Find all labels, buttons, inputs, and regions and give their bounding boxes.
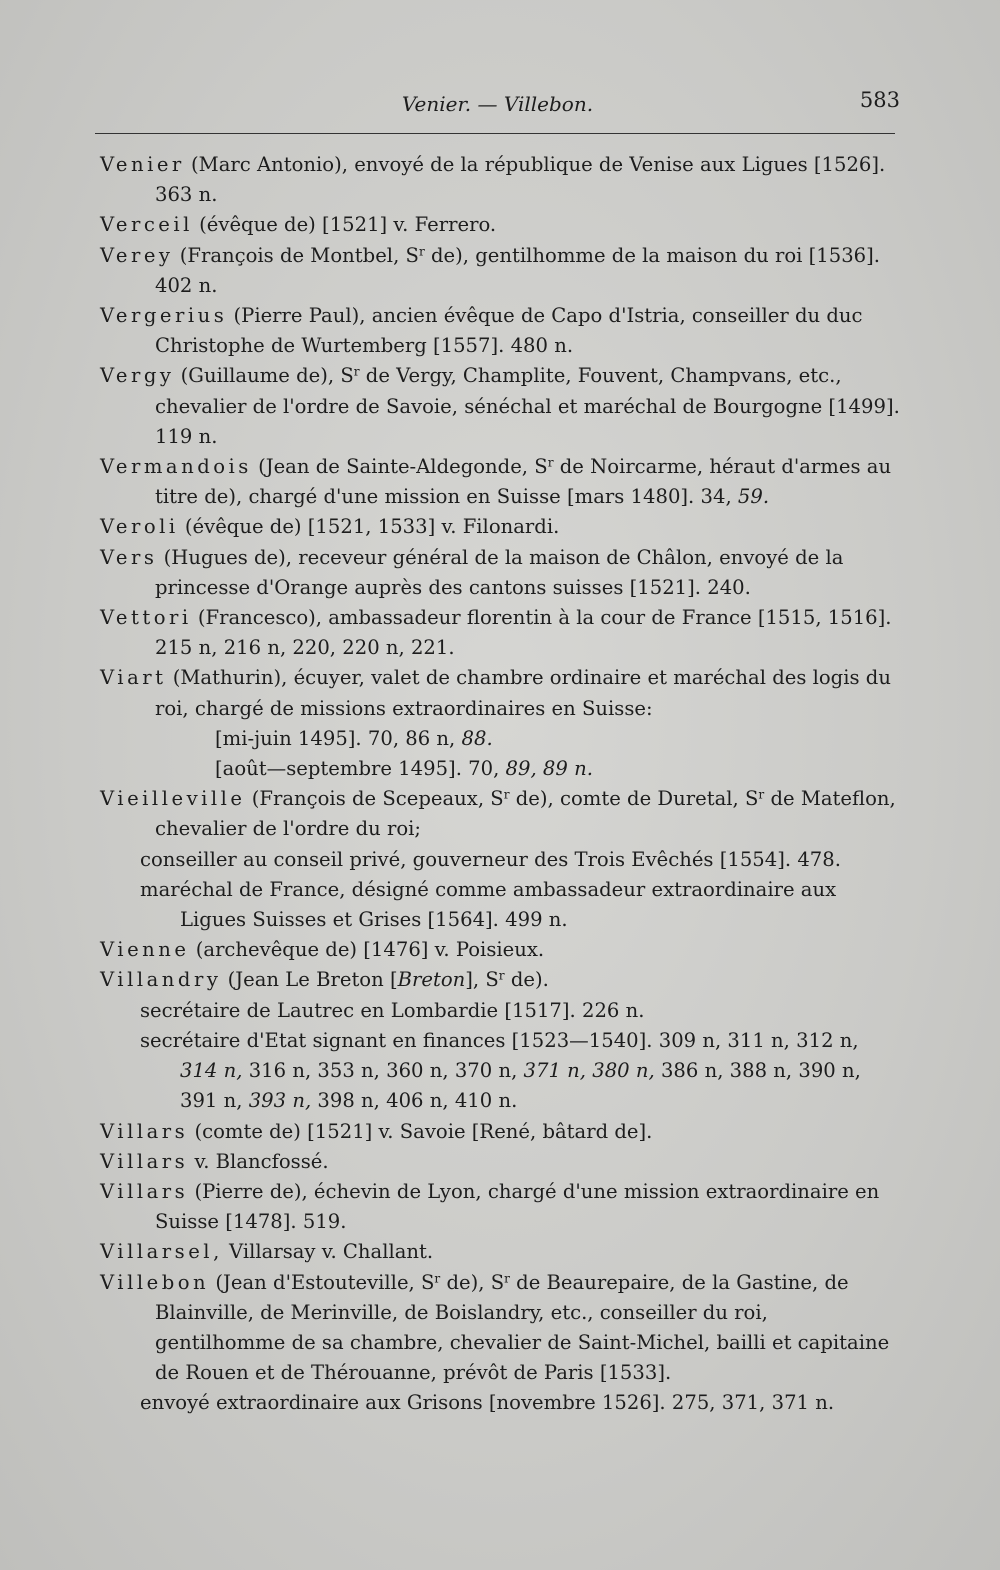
entry-sub-line [140,996,900,1026]
entry-italic-ref: 89, 89 n. [505,757,593,781]
entry-headword: Villars [100,1179,189,1203]
entry-headword: Villarsel, [100,1240,223,1264]
index-entry-villars-blancfosse [100,1147,900,1177]
index-entry-verceil [100,210,900,240]
index-entry-vers [100,543,900,603]
index-entry-vieilleville [100,784,900,844]
entry-sub-line [100,724,900,754]
entry-headword: Viart [100,666,167,690]
entry-italic-ref: Breton [397,968,466,992]
index-entry-vermandois [100,452,900,512]
index-entry-vergy [100,361,900,452]
entry-text: (Jean de Sainte-Aldegonde, S [251,455,548,479]
entry-text: (François de Montbel, S [173,243,419,267]
entry-headword: Vers [100,545,158,569]
index-entry-veroli [100,512,900,542]
entry-text: (Pierre Paul), ancien évêque de Capo d'Istria, conseiller du duc Christophe de Wurtemberg [1557]. 480 n. [155,304,863,358]
entry-text: (Francesco), ambassadeur florentin à la cour de France [1515, 1516]. 215 n, 216 n, 220, 220 n, 221. [155,606,892,660]
entry-text: [mi-juin 1495]. 70, 86 n, [215,726,462,750]
entry-italic-ref: 88. [461,726,493,750]
entry-headword: Villandry [100,968,222,992]
entry-headword: Villars [100,1149,189,1173]
entry-text: 316 n, 353 n, 360 n, 370 n, [242,1059,524,1083]
superscript: r [353,364,360,379]
entry-text: (Pierre de), échevin de Lyon, chargé d'une mission extraordinaire en Suisse [1478]. 519. [155,1179,880,1234]
superscript: r [434,1270,441,1285]
index-entry-vergerius [100,301,900,361]
entry-headword: Vergerius [100,304,228,328]
entry-headword: Vergy [100,364,175,388]
entry-headword: Veroli [100,515,179,539]
entry-text: (Jean Le Breton [ [221,968,398,992]
entry-text: ], S [465,968,499,992]
entry-text: (Mathurin), écuyer, valet de chambre ordinaire et maréchal des logis du roi, chargé de missions extraordinaires en Suisse: [155,666,891,720]
entry-text: de), S [440,1270,505,1294]
entry-text: Villarsay v. Challant. [222,1240,434,1264]
index-entry-villars-comte [100,1117,900,1147]
entry-headword: Vermandois [100,455,252,479]
entry-text: de Vergy, Champlite, Fouvent, Champvans, etc., chevalier de l'ordre de Savoie, sénéchal et maréchal de Bourgogne [1499]. 119 n. [155,364,900,448]
entry-sub-line [140,845,900,875]
entry-italic-ref: 371 n, 380 n, [523,1059,655,1083]
entry-text: secrétaire de Lautrec en Lombardie [1517]. 226 n. [140,998,645,1022]
superscript: r [498,968,505,983]
entry-text: (Guillaume de), S [174,364,354,388]
entry-text: v. Blancfossé. [188,1149,329,1173]
entry-text: (Marc Antonio), envoyé de la république de Venise aux Ligues [1526]. 363 n. [155,153,886,207]
index-entry-villars-pierre [100,1177,900,1237]
entry-text: (évêque de) [1521, 1533] v. Filonardi. [178,515,560,539]
entry-text: (comte de) [1521] v. Savoie [René, bâtard de]. [188,1119,653,1143]
entry-headword: Venier [100,153,185,176]
entry-headword: Vettori [100,606,192,630]
superscript: r [758,787,765,802]
index-entry-viart [100,663,900,723]
entry-text: de). [504,968,549,992]
entry-headword: Villars [100,1119,189,1143]
entry-italic-ref: 59. [737,485,770,509]
entry-text: secrétaire d'Etat signant en finances [1523—1540]. 309 n, 311 n, 312 n, [140,1028,859,1052]
entry-text: de Mateflon, chevalier de l'ordre du roi; [155,787,896,841]
entry-headword: Villebon [100,1270,210,1294]
entry-text: envoyé extraordinaire aux Grisons [novembre 1526]. 275, 371, 371 n. [140,1391,835,1415]
index-entry-villebon [100,1268,900,1389]
entry-italic-ref: 393 n, [248,1089,312,1113]
entry-headword: Vienne [100,938,190,962]
entry-text: (François de Scepeaux, S [245,787,504,811]
entry-text: de), gentilhomme de la maison du roi [1536]. 402 n. [155,243,880,297]
entry-text: 398 n, 406 n, 410 n. [311,1089,518,1113]
entry-text: (archevêque de) [1476] v. Poisieux. [189,938,545,962]
entry-headword: Vieilleville [100,787,246,811]
entry-sub-line [100,754,900,784]
index-entry-verey [100,241,900,301]
entry-sub-line [140,875,900,935]
superscript: r [418,243,425,258]
entry-headword: Verceil [100,213,193,237]
entry-text: de Noircarme, héraut d'armes au titre de), chargé d'une mission en Suisse [mars 1480]. 34, [155,455,892,509]
entry-headword: Verey [100,243,174,267]
entry-italic-ref: 314 n, [180,1059,243,1083]
index-entry-vettori [100,603,900,663]
page-number: 583 [859,88,900,112]
index-entry-villandry [100,965,900,995]
index-entries [100,150,900,1419]
entry-text: de Beaurepaire, de la Gastine, de Blainville, de Merinville, de Boislandry, etc., conseiller du roi, gentilhomme de sa chambre, chevalier de Saint-Michel, bailli et capitaine de Rouen et de Thérouanne, prévôt de Paris [1533]. [155,1270,890,1385]
entry-text: maréchal de France, désigné comme ambassadeur extraordinaire aux Ligues Suisses et Grises [1564]. 499 n. [140,877,837,932]
index-entry-vienne [100,935,900,965]
header-rule [95,133,895,134]
index-entry-venier [100,150,900,210]
page-header [95,88,900,128]
entry-sub-line [140,1388,900,1418]
entry-text: [août—septembre 1495]. 70, [215,757,506,781]
superscript: r [547,455,554,470]
entry-text: conseiller au conseil privé, gouverneur des Trois Evêchés [1554]. 478. [140,847,841,871]
index-entry-villarsel [100,1237,900,1267]
entry-text: de), comte de Duretal, S [509,787,759,811]
entry-sub-line [140,1026,900,1117]
entry-text: 386 n, 388 n, 390 n, 391 n, [180,1059,861,1113]
entry-text: (Hugues de), receveur général de la maison de Châlon, envoyé de la princesse d'Orange auprès des cantons suisses [1521]. 240. [155,545,844,599]
running-head: Venier. — Villebon. [401,92,594,116]
entry-text: (Jean d'Estouteville, S [209,1270,435,1294]
superscript: r [504,1270,510,1285]
entry-text: (évêque de) [1521] v. Ferrero. [192,213,497,237]
superscript: r [503,787,510,802]
